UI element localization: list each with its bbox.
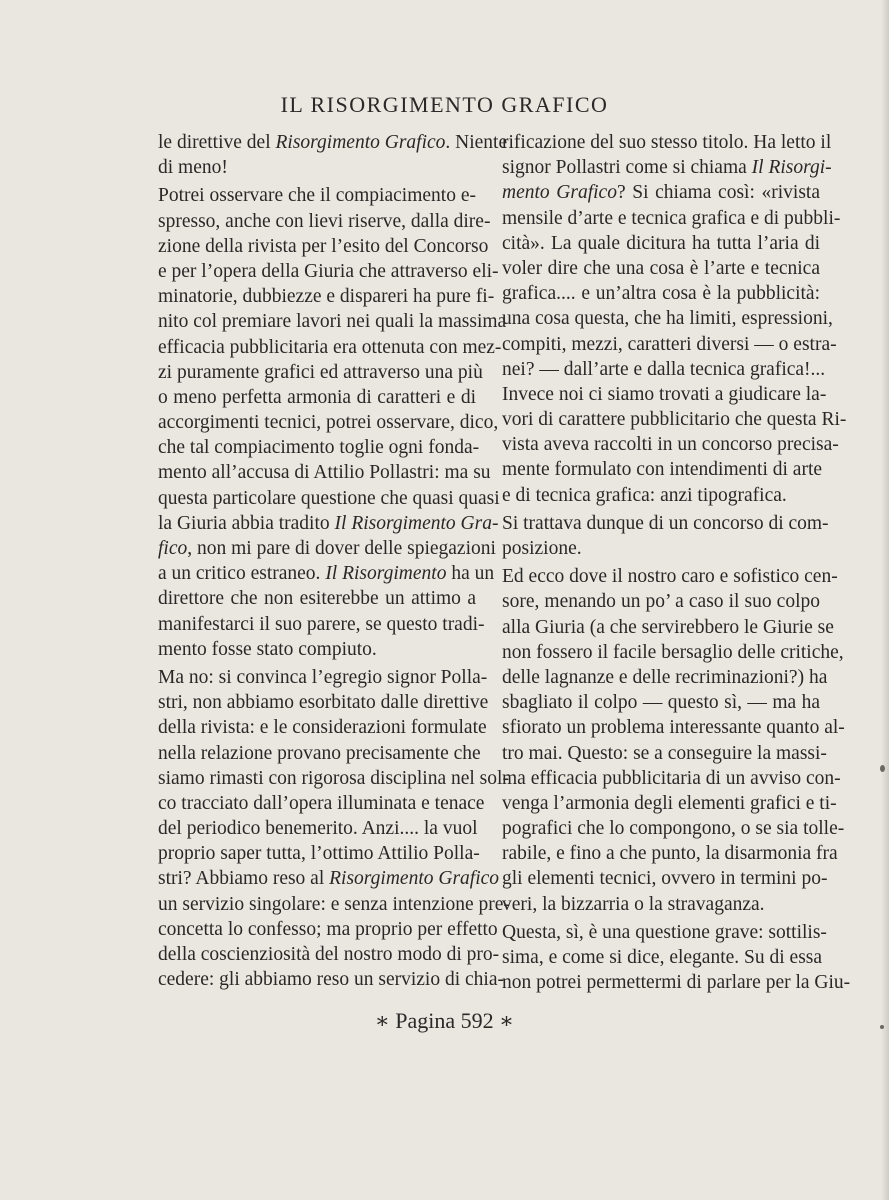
text-line: nito col premiare lavori nei quali la massima [158,311,507,333]
text-line: e di tecnica grafica: anzi tipografica. [502,484,787,506]
text-line: mente formulato con intendimenti di arte [502,459,823,481]
text-line: le direttive del Risorgimento Grafico. Niente [158,132,508,153]
text-line: voler dire che una cosa è l’arte e tecnica [502,257,820,279]
text-line: manifestarci il suo parere, se questo tradi- [158,613,485,635]
text-line: alla Giuria (a che servirebbero le Giurie se [502,616,834,638]
text-line: Questa, sì, è una questione grave: sottilis- [502,921,827,943]
text-line: grafica.... e un’altra cosa è la pubblicità: [502,283,820,305]
text-line: Si trattava dunque di un concorso di com- [502,512,829,534]
text-line: compiti, mezzi, caratteri diversi — o estra- [502,333,837,355]
text-line: vori di carattere pubblicitario che questa Ri- [502,409,847,431]
text-line: accorgimenti tecnici, potrei osservare, dico, [158,412,499,434]
text-line: mento fosse stato compiuto. [158,638,377,660]
text-line: della coscienziosità del nostro modo di pro- [158,944,500,965]
running-title: IL RISORGIMENTO GRAFICO [280,92,609,117]
text-line: proprio saper tutta, l’ottimo Attilio Polla- [158,843,480,865]
text-line: spresso, anche con lievi riserve, dalla dire- [158,210,491,232]
text-line: e per l’opera della Giuria che attraverso eli- [158,260,499,282]
text-line: venga l’armonia degli elementi grafici e ti- [502,792,837,814]
text-line: sore, menando un po’ a caso il suo colpo [502,591,820,613]
text-line: concetta lo confesso; ma proprio per effetto [158,918,498,940]
text-line: rificazione del suo stesso titolo. Ha letto il [502,132,832,153]
text-line: non fossero il facile bersaglio delle critiche, [502,641,844,663]
text-line: direttore che non esiterebbe un attimo a [158,588,476,610]
text-line: Ed ecco dove il nostro caro e sofistico cen- [502,566,838,588]
text-line: nei? — dall’arte e dalla tecnica grafica!... [502,358,826,380]
text-line: zione della rivista per l’esito del Concorso [158,235,489,257]
text-line: signor Pollastri come si chiama Il Risorgi- [502,157,832,179]
text-line: Ma no: si convinca l’egregio signor Polla- [158,666,488,688]
text-line: sbagliato il colpo — questo sì, — ma ha [502,692,820,714]
text-line: ma efficacia pubblicitaria di un avviso con- [502,767,841,789]
text-line: non potrei permettermi di parlare per la Giu- [502,972,851,994]
text-line: minatorie, dubbiezze e dispareri ha pure fi- [158,286,495,308]
text-line: gli elementi tecnici, ovvero in termini po- [502,868,828,890]
text-line: della rivista: e le considerazioni formulate [158,717,487,739]
paper-speck [880,765,885,772]
text-line: questa particolare questione che quasi quasi [158,487,500,509]
text-line: sima, e come si dice, elegante. Su di essa [502,947,823,968]
text-line: mensile d’arte e tecnica grafica e di pubbli- [502,207,841,229]
text-line: che tal compiacimento toglie ogni fonda- [158,437,480,459]
text-line: pografici che lo compongono, o se sia tolle- [502,818,845,840]
text-line: una cosa questa, che ha limiti, espressioni, [502,308,833,330]
text-line: siamo rimasti con rigorosa disciplina nel sol- [158,767,509,789]
text-line: efficacia pubblicitaria era ottenuta con mez- [158,336,502,358]
right-text-column [502,130,851,995]
text-line: vista aveva raccolti in un concorso precisa- [502,434,839,456]
text-line: nella relazione provano precisamente che [158,742,481,764]
text-line: zi puramente grafici ed attraverso una più [158,361,483,383]
page-number: ∗ Pagina 592 ∗ [374,1008,515,1033]
text-line: stri? Abbiamo reso al Risorgimento Grafico [158,868,500,890]
text-line: la Giuria abbia tradito Il Risorgimento Gra- [158,512,499,534]
text-line: sfiorato un problema interessante quanto al- [502,717,845,739]
paper-speck [880,1025,884,1029]
text-line: posizione. [502,538,582,559]
text-line: mento all’accusa di Attilio Pollastri: ma su [158,462,491,484]
text-line: del periodico benemerito. Anzi.... la vuol [158,818,478,840]
left-text-column [158,130,510,992]
text-line: tro mai. Questo: se a conseguire la massi- [502,742,827,764]
text-line: co tracciato dall’opera illuminata e tenace [158,792,485,814]
text-line: Potrei osservare che il compiacimento e- [158,185,476,207]
text-line: o meno perfetta armonia di caratteri e di [158,386,476,408]
text-line: veri, la bizzarria o la stravaganza. [502,893,765,915]
text-line: rabile, e fino a che punto, la disarmonia fra [502,843,838,865]
text-line: a un critico estraneo. Il Risorgimento ha un [158,563,495,585]
text-line: mento Grafico? Si chiama così: «rivista [502,182,820,204]
text-line: delle lagnanze e delle recriminazioni?) ha [502,666,828,688]
text-line: un servizio singolare: e senza intenzione pre- [158,893,510,915]
text-line: Invece noi ci siamo trovati a giudicare la- [502,383,827,405]
text-line: cità». La quale dicitura ha tutta l’aria di [502,232,820,254]
text-line: fico, non mi pare di dover delle spiegazioni [158,538,496,559]
text-line: cedere: gli abbiamo reso un servizio di chia- [158,969,504,991]
text-line: di meno! [158,157,228,179]
text-line: stri, non abbiamo esorbitato dalle direttive [158,692,489,714]
